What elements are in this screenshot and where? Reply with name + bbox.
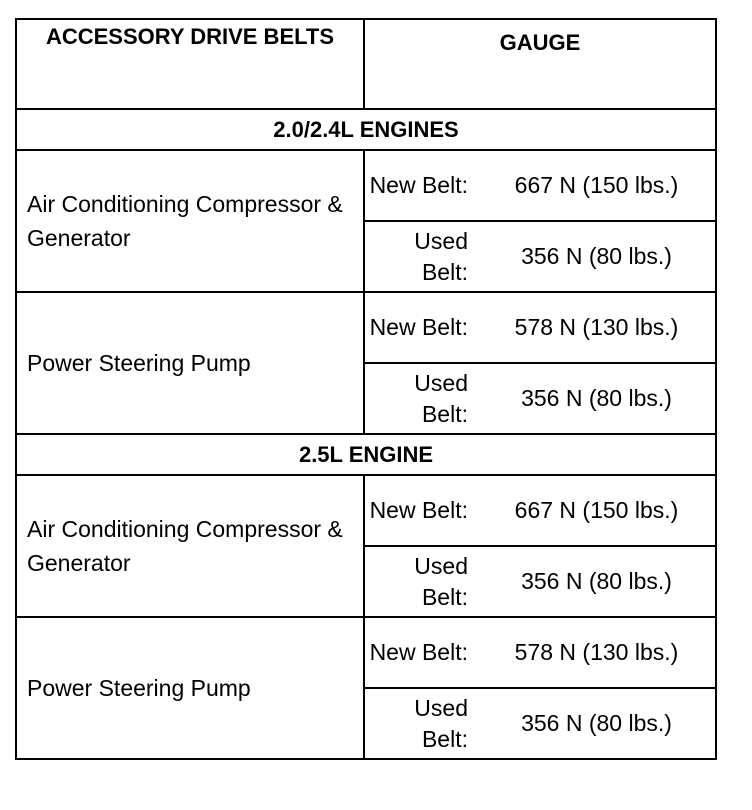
header-accessory-drive-belts: ACCESSORY DRIVE BELTS: [16, 19, 364, 109]
belt-tension-value: 356 N (80 lbs.): [478, 221, 716, 292]
belt-tension-value: 356 N (80 lbs.): [478, 546, 716, 617]
header-row: [16, 19, 716, 109]
header-gauge: GAUGE: [364, 19, 716, 109]
table-row: [16, 475, 716, 546]
belt-tension-value: 356 N (80 lbs.): [478, 688, 716, 759]
belt-kind-label: New Belt:: [364, 150, 478, 221]
belt-kind-label: New Belt:: [364, 617, 478, 688]
belt-tension-value: 667 N (150 lbs.): [478, 475, 716, 546]
belt-tension-table: [15, 18, 717, 760]
table-row: [16, 292, 716, 363]
belt-tension-value: 667 N (150 lbs.): [478, 150, 716, 221]
belt-kind-label: Used Belt:: [364, 688, 478, 759]
belt-kind-label: New Belt:: [364, 292, 478, 363]
table-row: [16, 617, 716, 688]
component-name: Power Steering Pump: [16, 617, 364, 759]
belt-kind-label: Used Belt:: [364, 546, 478, 617]
section-row: [16, 109, 716, 150]
section-title: 2.0/2.4L ENGINES: [16, 109, 716, 150]
belt-kind-label: Used Belt:: [364, 221, 478, 292]
section-row: [16, 434, 716, 475]
component-name: Air Conditioning Compressor & Generator: [16, 150, 364, 292]
belt-kind-label: Used Belt:: [364, 363, 478, 434]
belt-tension-value: 578 N (130 lbs.): [478, 617, 716, 688]
belt-tension-value: 578 N (130 lbs.): [478, 292, 716, 363]
belt-tension-value: 356 N (80 lbs.): [478, 363, 716, 434]
component-name: Air Conditioning Compressor & Generator: [16, 475, 364, 617]
table-row: [16, 150, 716, 221]
belt-kind-label: New Belt:: [364, 475, 478, 546]
component-name: Power Steering Pump: [16, 292, 364, 434]
section-title: 2.5L ENGINE: [16, 434, 716, 475]
